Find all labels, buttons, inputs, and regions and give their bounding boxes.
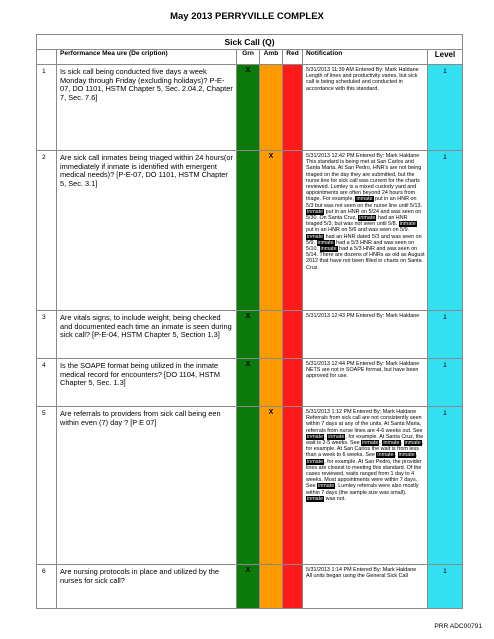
performance-measure: Is sick call being conducted five days a week Monday through Friday (excluding holidays)? P-E-07, DO 1101, HSTM Chapter 5, Sec. 2.04.2, Chapter 7, Sec. 7.6] (57, 65, 237, 151)
performance-measure: Are referrals to providers from sick call being een within even (7) day ? [P E 07] (57, 407, 237, 565)
amb-cell (260, 359, 283, 407)
redaction: inmate (362, 440, 379, 447)
amb-cell (260, 65, 283, 151)
table-row (37, 407, 463, 565)
redaction: inmate (356, 196, 373, 203)
redaction: inmate (318, 483, 335, 490)
row-number: 3 (37, 311, 57, 359)
amb-cell (260, 311, 283, 359)
redaction: inmate (377, 452, 394, 459)
table-row (37, 311, 463, 359)
red-cell (283, 359, 303, 407)
notification-body: This standard is being met at San Carlos and Santa Maria. At San Pedro, HNR's are not being triaged on the day they are submitted, but the nurse line for sick call was current for the charts reviewed. Lumley is a mixed custody yard and appointments are often beyond 24 hours from triage. For example, inmate put in an HNR on 5/3 but was not seen on the nurse line until 5/13. inmate put in an HNR on 5/24 and was seen on 5/30. On Santa Cruz, inmate had an HNR triaged 5/3, but was not seen until 5/8. inmate put in an HNR on 5/6 and was seen on 5/9. inmate had an HNR dated 5/3 and was seen on 5/9. inmate had a 5/3 HNR and was seen on 5/10. inmate had a 5/3 HNR and was seen on 5/14. There are dozens of HNRs as old as August 2012 that have not been filled in charts on Santa Cruz. (306, 159, 425, 271)
red-cell (283, 311, 303, 359)
notification-body: All units began using the General Sick Call (306, 573, 408, 580)
header-grn: Grn (237, 50, 260, 65)
notification-header: 5/31/2013 12:42 PM Entered By: Mark Haldane (306, 153, 420, 159)
grn-cell: X (237, 65, 260, 151)
notification-body: Referrals from sick call are not consistently seen within 7 days at any of the units. At Santa Maria, referrals from nurse lines are 4-6 weeks out. See inmate, inmate, for example. At Santa Cruz, the wait is 2-5 weeks. See inmate, inmate, inmate, for example. At San Carlos the wait is from less than a week to 6 weeks. See inmate, inmate, inmate, for example. At San Pedro, the provider lines are closest to meeting this standard. Of the cases reviewed, waits ranged from 1 day to 4 weeks. Most appointments were within 7 days. See inmate. Lumley referrals were also mostly within 7 days (the sample size was small). inmate was not. (306, 415, 424, 502)
red-cell (283, 407, 303, 565)
grn-cell: X (237, 311, 260, 359)
notification-body: NETS are not in SOAPE format, but have been approved for use. (306, 367, 419, 380)
table-row (37, 359, 463, 407)
redaction: inmate (328, 433, 345, 440)
level-cell: 1 (428, 565, 463, 609)
page-title: May 2013 PERRYVILLE COMPLEX (170, 11, 324, 22)
header-num (37, 50, 57, 65)
notification-cell (303, 359, 428, 407)
level-cell: 1 (428, 359, 463, 407)
table-row (37, 65, 463, 151)
row-number: 6 (37, 565, 57, 609)
redaction: inmate (307, 233, 324, 240)
header-measure: Performance Mea ure (De cription) (57, 50, 237, 65)
notification-header: 5/31/2013 1:12 PM Entered By: Mark Haldane (306, 409, 417, 415)
page-footer: PRR ADC00791 (434, 623, 482, 630)
notification-cell (303, 151, 428, 311)
row-number: 5 (37, 407, 57, 565)
amb-cell: X (260, 407, 283, 565)
notification-cell (303, 311, 428, 359)
performance-measure: Is the SOAPE format being utilized in the inmate medical record for encounters? [DO 1104, HSTM Chapter 5, Sec. 1.3] (57, 359, 237, 407)
table-header-row (37, 50, 463, 65)
redaction: inmate (307, 458, 324, 465)
notification-header: 5/31/2013 12:43 PM Entered By: Mark Haldane (306, 313, 420, 319)
notification-cell (303, 565, 428, 609)
row-number: 1 (37, 65, 57, 151)
grn-cell (237, 407, 260, 565)
section-title: Sick Call (Q) (37, 35, 463, 50)
level-cell: 1 (428, 151, 463, 311)
notification-body: Length of lines and productivity varies, but sick call is being scheduled and conducted in accordance with this standard. (306, 73, 418, 92)
redaction: inmate (398, 452, 415, 459)
sick-call-table (36, 34, 463, 609)
notification-cell (303, 407, 428, 565)
notification-header: 5/31/2013 12:44 PM Entered By: Mark Haldane (306, 361, 420, 367)
redaction: inmate (399, 221, 416, 228)
level-cell: 1 (428, 311, 463, 359)
header-level: Level (428, 50, 463, 65)
header-red: Red (283, 50, 303, 65)
redaction: inmate (320, 246, 337, 253)
performance-measure: Are sick call inmates being triaged within 24 hours(or immediately if inmate is identified with emergent medical needs)? [P-E-07, DO 1101, HSTM Chapter 5, Sec. 3.1] (57, 151, 237, 311)
row-number: 2 (37, 151, 57, 311)
grn-cell: X (237, 359, 260, 407)
table-row (37, 151, 463, 311)
notification-header: 5/31/2013 1:14 PM Entered By: Mark Haldane (306, 567, 417, 573)
redaction: inmate (404, 440, 421, 447)
header-notification: Notification (303, 50, 428, 65)
amb-cell: X (260, 151, 283, 311)
red-cell (283, 151, 303, 311)
redaction: inmate (307, 208, 324, 215)
level-cell: 1 (428, 65, 463, 151)
grn-cell: X (237, 565, 260, 609)
redaction: inmate (359, 215, 376, 222)
notification-header: 5/31/2013 11:39 AM Entered By: Mark Haldane (306, 67, 419, 73)
redaction: inmate (307, 495, 324, 502)
redaction: inmate (317, 239, 334, 246)
row-number: 4 (37, 359, 57, 407)
redaction: inmate (307, 433, 324, 440)
notification-cell (303, 65, 428, 151)
header-amb: Amb (260, 50, 283, 65)
grn-cell (237, 151, 260, 311)
amb-cell (260, 565, 283, 609)
level-cell: 1 (428, 407, 463, 565)
performance-measure: Are nursing protocols in place and utilized by the nurses for sick call? (57, 565, 237, 609)
performance-measure: Are vitals signs, to include weight, being checked and documented each time an inmate is seen during sick call? [P-E-04, HSTM Chapter 5, Section 1.3] (57, 311, 237, 359)
red-cell (283, 65, 303, 151)
redaction: inmate (383, 440, 400, 447)
table-row (37, 565, 463, 609)
red-cell (283, 565, 303, 609)
